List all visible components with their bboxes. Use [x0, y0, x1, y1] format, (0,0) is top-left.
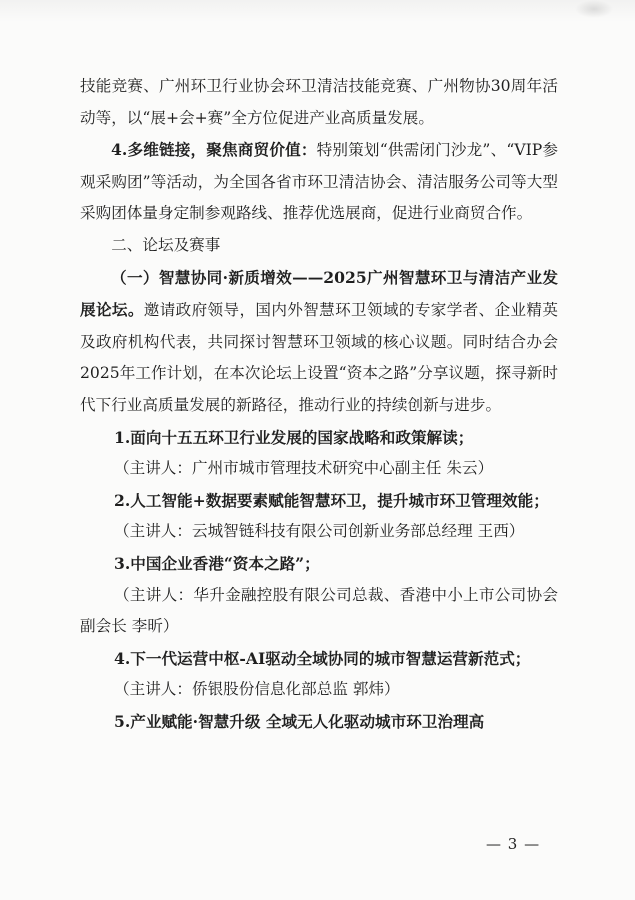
paragraph-forum-intro — [80, 262, 558, 422]
page-number: — 3 — — [486, 835, 541, 853]
section-heading-forums: 二、论坛及赛事 — [111, 235, 221, 254]
topic-4-speaker: （主讲人：侨银股份信息化部总监 郭炜） — [114, 680, 400, 699]
topic-3-title: 3.中国企业香港“资本之路”； — [114, 553, 320, 573]
topic-4-title: 4.下一代运营中枢-AI驱动全域协同的城市智慧运营新范式； — [114, 648, 531, 668]
paragraph-trade-value — [80, 134, 558, 230]
paragraph-competitions: 技能竞赛、广州环卫行业协会环卫清洁技能竞赛、广州物协30周年活动等，以“展+会+赛”全方位促进产业高质量发展。 — [80, 77, 558, 127]
paragraph-body: 特别策划“供需闭门沙龙”、“VIP参观采购团”等活动，为全国各省市环卫清洁协会、清洁服务公司等大型采购团体量身定制参观路线、推荐优选展商，促进行业商贸合作。 — [80, 141, 558, 223]
scan-smudge — [575, 0, 613, 18]
topic-5-title: 5.产业赋能·智慧升级 全域无人化驱动城市环卫治理高 — [114, 711, 485, 731]
topic-1-title: 1.面向十五五环卫行业发展的国家战略和政策解读； — [114, 427, 474, 447]
topic-3-speaker: （主讲人：华升金融控股有限公司总裁、香港中小上市公司协会副会长 李昕） — [80, 585, 558, 636]
topic-2-title: 2.人工智能+数据要素赋能智慧环卫，提升城市环卫管理效能； — [114, 490, 549, 510]
forum-title: （一）智慧协同·新质增效——2025广州智慧环卫与清洁产业发展论坛。 — [80, 267, 558, 320]
document-body — [80, 71, 558, 737]
topic-2-speaker: （主讲人：云城智链科技有限公司创新业务部总经理 王西） — [114, 522, 525, 541]
topic-1-speaker: （主讲人：广州市城市管理技术研究中心副主任 朱云） — [114, 459, 494, 478]
forum-description: 邀请政府领导，国内外智慧环卫领域的专家学者、企业精英及政府机构代表，共同探讨智慧环卫领域的核心议题。同时结合办会2025年工作计划，在本次论坛上设置“资本之路”分享议题，探寻新时代下行业高质量发展的新路径，推动行业的持续创新与进步。 — [80, 301, 558, 414]
scan-shadow — [0, 0, 635, 22]
paragraph-lead: 4.多维链接，聚焦商贸价值： — [111, 140, 317, 160]
